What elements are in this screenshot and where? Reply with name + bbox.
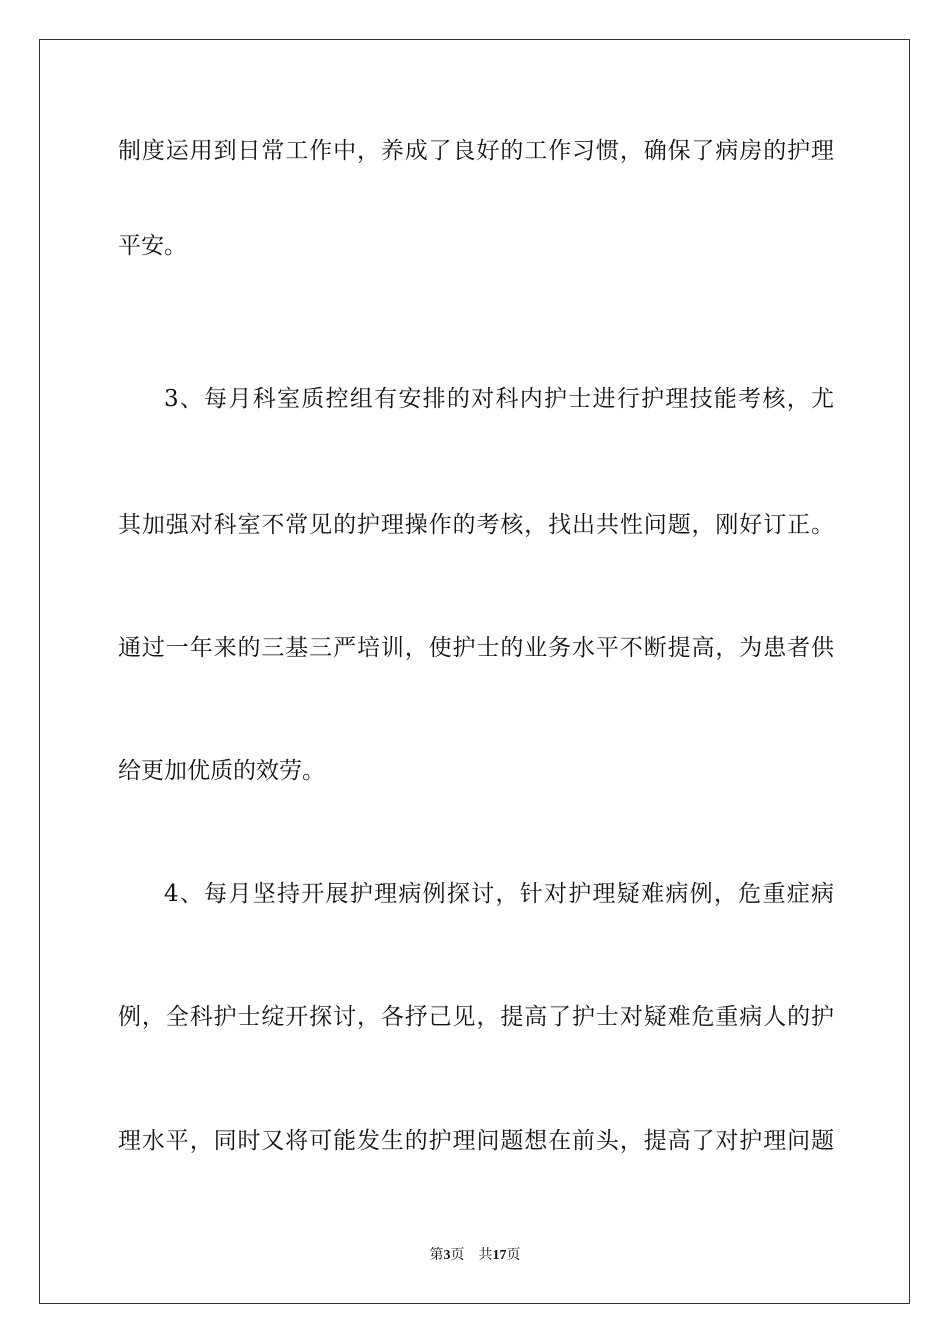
footer-total-prefix: 共	[478, 1248, 493, 1263]
body-line-7: 4、每月坚持开展护理病例探讨，针对护理疑难病例，危重症病	[164, 881, 834, 907]
body-line-3: 3、每月科室质控组有安排的对科内护士进行护理技能考核，尤	[164, 386, 834, 412]
page-footer	[0, 1246, 950, 1266]
body-line-6: 给更加优质的效劳。	[118, 758, 325, 784]
body-line-1: 制度运用到日常工作中，养成了良好的工作习惯，确保了病房的护理	[118, 138, 834, 164]
body-line-9: 理水平，同时又将可能发生的护理问题想在前头，提高了对护理问题	[118, 1128, 834, 1154]
page-border	[39, 39, 910, 1304]
body-line-4: 其加强对科室不常见的护理操作的考核，找出共性问题，刚好订正。	[118, 512, 834, 538]
body-line-5: 通过一年来的三基三严培训，使护士的业务水平不断提高，为患者供	[118, 635, 834, 661]
body-line-2: 平安。	[118, 233, 187, 259]
footer-page-number: 3	[443, 1248, 451, 1263]
body-line-8: 例，全科护士绽开探讨，各抒己见，提高了护士对疑难危重病人的护	[118, 1004, 834, 1030]
footer-total-number: 17	[492, 1248, 507, 1263]
footer-total-suffix: 页	[506, 1248, 521, 1263]
footer-page-suffix: 页	[450, 1248, 465, 1263]
footer-page-prefix: 第	[429, 1248, 444, 1263]
